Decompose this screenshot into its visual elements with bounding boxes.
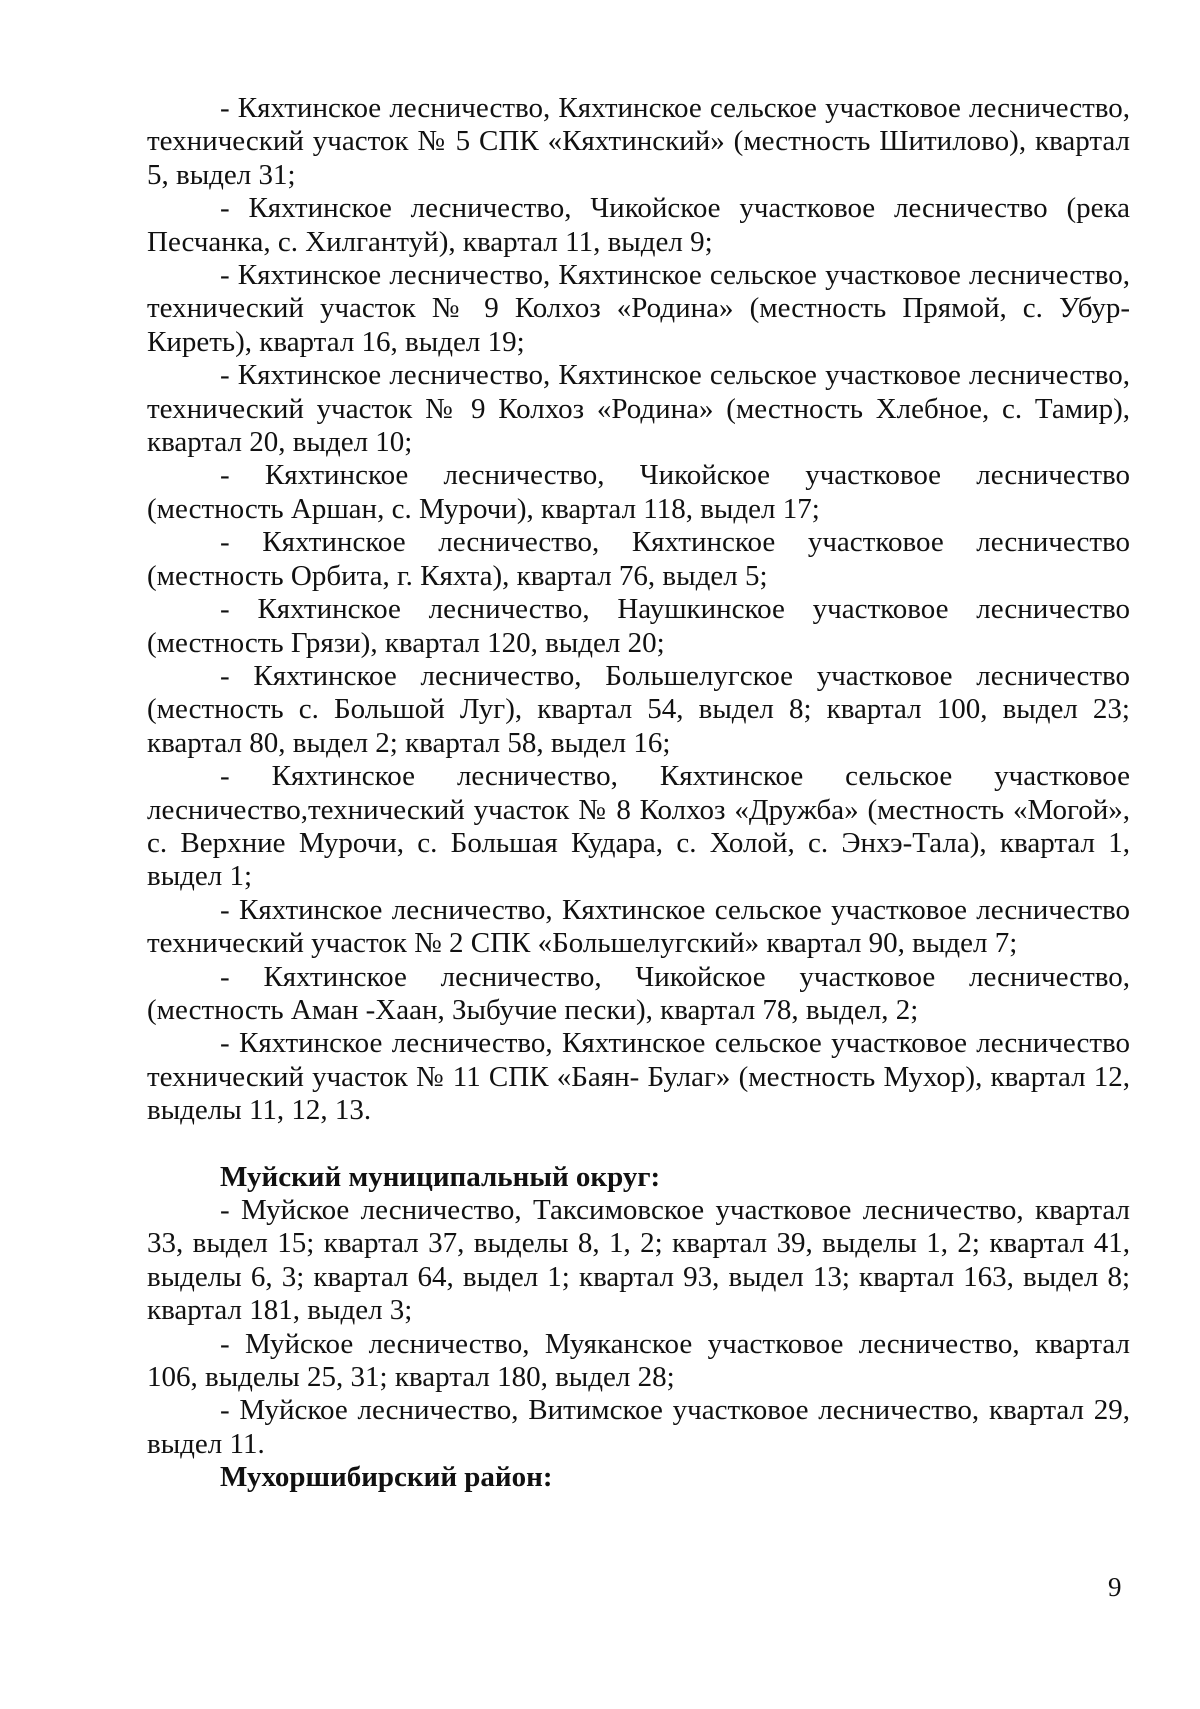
section-spacer (147, 1128, 1130, 1161)
kyakhta-item-9: - Кяхтинское лесничество, Кяхтинское сельское участковое лесничество,технический участок № 8 Колхоз «Дружба» (местность «Могой», с. Верхние Мурочи, с. Большая Кудара, с. Холой, с. Энхэ-Тала), квартал 1, выдел 1; (147, 760, 1130, 893)
document-body (147, 92, 1130, 1495)
kyakhta-item-6: - Кяхтинское лесничество, Кяхтинское участковое лесничество (местность Орбита, г. Кяхта), квартал 76, выдел 5; (147, 526, 1130, 592)
kyakhta-item-7: - Кяхтинское лесничество, Наушкинское участковое лесничество (местность Грязи), квартал 120, выдел 20; (147, 593, 1130, 659)
muya-item-1: - Муйское лесничество, Таксимовское участковое лесничество, квартал 33, выдел 15; квартал 37, выделы 8, 1, 2; квартал 39, выделы 1, 2; квартал 41, выделы 6, 3; квартал 64, выдел 1; квартал 93, выдел 13; квартал 163, выдел 8; квартал 181, выдел 3; (147, 1194, 1130, 1327)
kyakhta-item-10: - Кяхтинское лесничество, Кяхтинское сельское участковое лесничество технический участок № 2 СПК «Большелугский» квартал 90, выдел 7; (147, 893, 1130, 960)
kyakhta-item-8: - Кяхтинское лесничество, Большелугское участковое лесничество (местность с. Большой Луг), квартал 54, выдел 8; квартал 100, выдел 23; квартал 80, выдел 2; квартал 58, выдел 16; (147, 659, 1130, 759)
kyakhta-item-11: - Кяхтинское лесничество, Чикойское участковое лесничество, (местность Аман -Хаан, Зыбучие пески), квартал 78, выдел, 2; (147, 960, 1130, 1026)
kyakhta-item-1: - Кяхтинское лесничество, Кяхтинское сельское участковое лесничество, технический участок № 5 СПК «Кяхтинский» (местность Шитилово), квартал 5, выдел 31; (147, 92, 1130, 191)
kyakhta-item-5: - Кяхтинское лесничество, Чикойское участковое лесничество (местность Аршан, с. Мурочи), квартал 118, выдел 17; (147, 459, 1130, 525)
muya-item-3: - Муйское лесничество, Витимское участковое лесничество, квартал 29, выдел 11. (147, 1394, 1130, 1460)
kyakhta-item-4: - Кяхтинское лесничество, Кяхтинское сельское участковое лесничество, технический участок № 9 Колхоз «Родина» (местность Хлебное, с. Тамир), квартал 20, выдел 10; (147, 359, 1130, 459)
page-number: 9 (1108, 1572, 1122, 1602)
mukhorshibir-section-heading: Мухоршибирский район: (220, 1461, 553, 1494)
kyakhta-item-2: - Кяхтинское лесничество, Чикойское участковое лесничество (река Песчанка, с. Хилгантуй), квартал 11, выдел 9; (147, 192, 1130, 258)
muya-item-2: - Муйское лесничество, Муяканское участковое лесничество, квартал 106, выделы 25, 31; квартал 180, выдел 28; (147, 1327, 1130, 1394)
kyakhta-item-12: - Кяхтинское лесничество, Кяхтинское сельское участковое лесничество технический участок № 11 СПК «Баян- Булаг» (местность Мухор), квартал 12, выделы 11, 12, 13. (147, 1027, 1130, 1127)
muya-section-heading: Муйский муниципальный округ: (220, 1160, 661, 1193)
kyakhta-item-3: - Кяхтинское лесничество, Кяхтинское сельское участковое лесничество, технический участок № 9 Колхоз «Родина» (местность Прямой, с. Убур-Киреть), квартал 16, выдел 19; (147, 259, 1130, 358)
